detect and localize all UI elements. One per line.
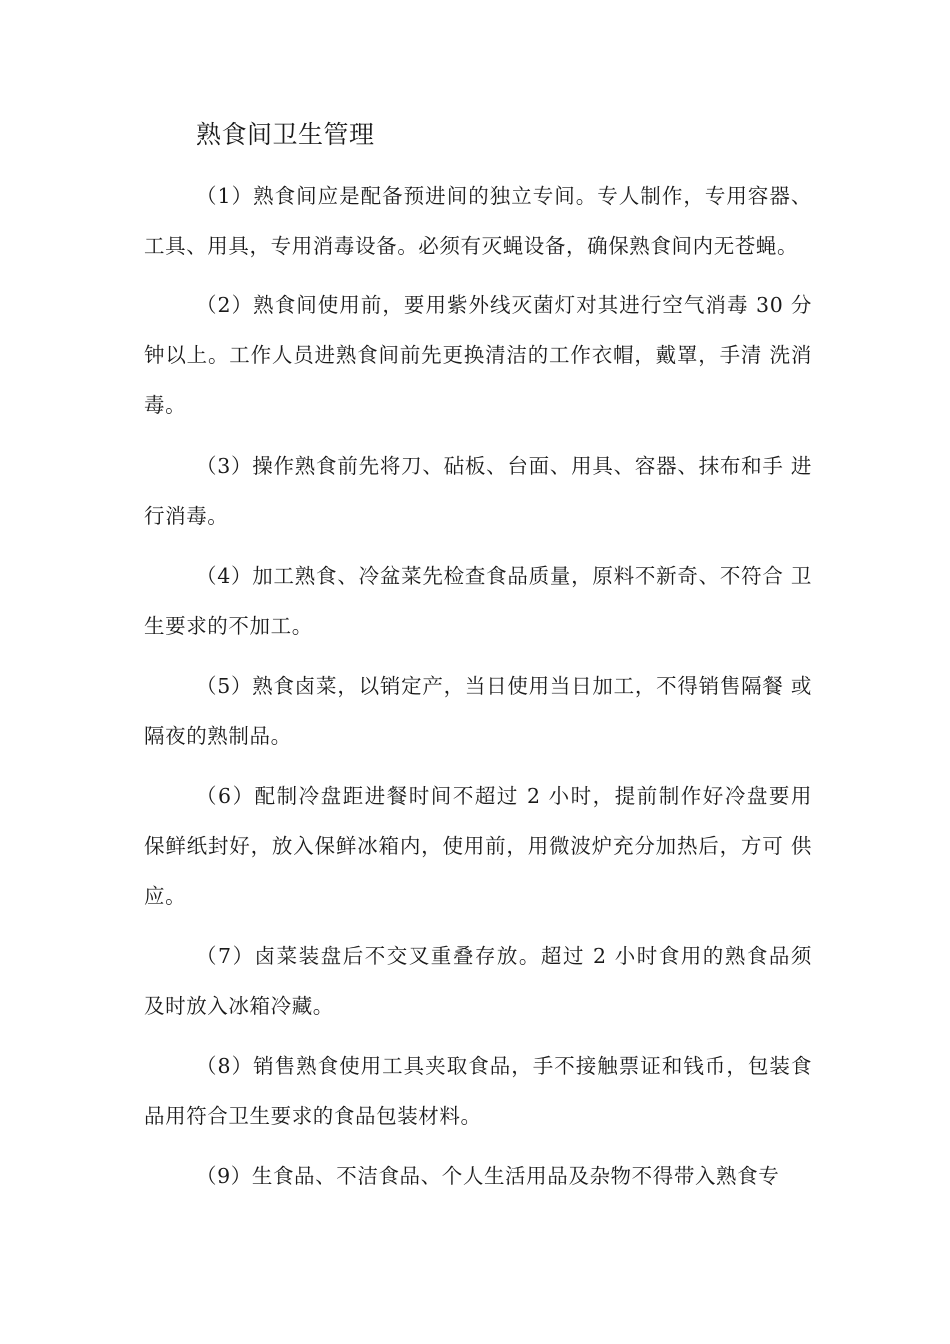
paragraph-9: （9）生食品、不洁食品、个人生活用品及杂物不得带入熟食专 — [196, 1164, 780, 1188]
paragraph-4: （4）加工熟食、冷盆菜先检查食品质量，原料不新奇、不符合 卫生要求的不加工。 — [144, 564, 812, 638]
document-title: 熟食间卫生管理 — [196, 120, 375, 149]
paragraph-3: （3）操作熟食前先将刀、砧板、台面、用具、容器、抹布和手 进行消毒。 — [144, 454, 812, 528]
paragraph-2: （2）熟食间使用前，要用紫外线灭菌灯对其进行空气消毒 30 分钟以上。工作人员进熟食间前先更换清洁的工作衣帽，戴罩，手清 洗消毒。 — [144, 293, 812, 417]
paragraph-7: （7）卤菜装盘后不交叉重叠存放。超过 2 小时食用的熟食品须 及时放入冰箱冷藏。 — [144, 944, 812, 1018]
paragraph-5: （5）熟食卤菜，以销定产，当日使用当日加工，不得销售隔餐 或隔夜的熟制品。 — [144, 674, 812, 748]
paragraph-6: （6）配制冷盘距进餐时间不超过 2 小时，提前制作好冷盘要用 保鲜纸封好，放入保鲜冰箱内，使用前，用微波炉充分加热后，方可 供应。 — [144, 784, 812, 908]
paragraph-1: （1）熟食间应是配备预进间的独立专间。专人制作，专用容器、工具、用具，专用消毒设备。必须有灭蝇设备，确保熟食间内无苍蝇。 — [144, 184, 812, 258]
paragraph-8: （8）销售熟食使用工具夹取食品，手不接触票证和钱币，包装食品用符合卫生要求的食品包装材料。 — [144, 1054, 812, 1128]
